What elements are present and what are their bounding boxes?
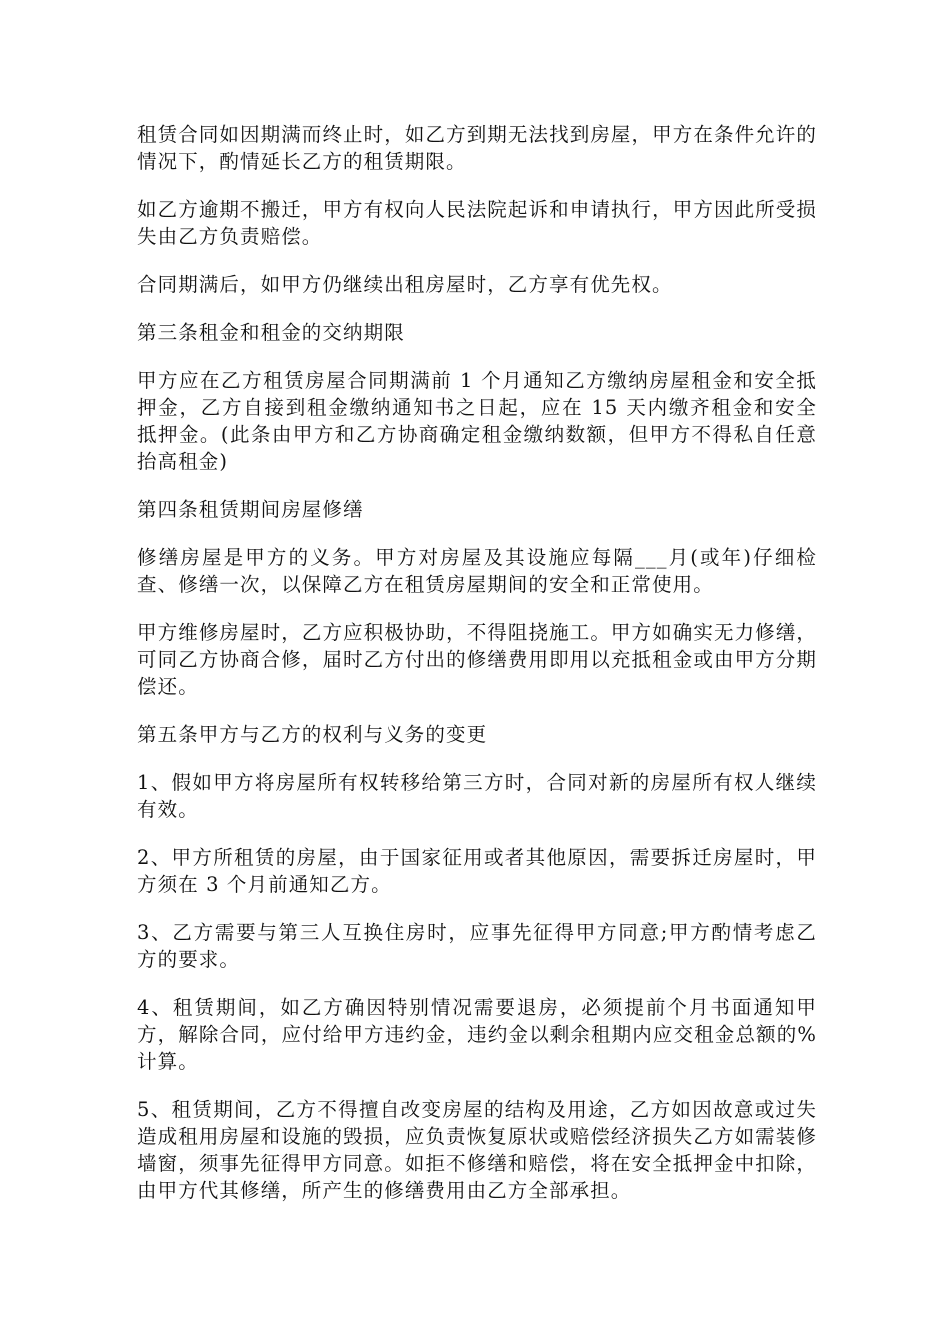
list-item-5: 5、租赁期间，乙方不得擅自改变房屋的结构及用途，乙方如因故意或过失造成租用房屋和设施的毁损，应负责恢复原状或赔偿经济损失乙方如需装修墙窗，须事先征得甲方同意。如拒不修缮和赔偿，将在安全抵押金中扣除，由甲方代其修缮，所产生的修缮费用由乙方全部承担。 xyxy=(137,1098,817,1202)
paragraph-rent-payment: 甲方应在乙方租赁房屋合同期满前 1 个月通知乙方缴纳房屋租金和安全抵押金，乙方自接到租金缴纳通知书之日起，应在 15 天内缴齐租金和安全抵押金。(此条由甲方和乙方协商确定租金缴纳数额，但甲方不得私自任意抬高租金) xyxy=(137,369,817,473)
section-heading-article-3: 第三条租金和租金的交纳期限 xyxy=(137,321,405,344)
list-item-1: 1、假如甲方将房屋所有权转移给第三方时，合同对新的房屋所有权人继续有效。 xyxy=(137,771,817,821)
paragraph-overdue-relocation: 如乙方逾期不搬迁，甲方有权向人民法院起诉和申请执行，甲方因此所受损失由乙方负责赔偿。 xyxy=(137,198,817,248)
list-item-3: 3、乙方需要与第三人互换住房时，应事先征得甲方同意;甲方酌情考虑乙方的要求。 xyxy=(137,921,817,971)
list-item-2: 2、甲方所租赁的房屋，由于国家征用或者其他原因，需要拆迁房屋时，甲方须在 3 个月前通知乙方。 xyxy=(137,846,817,896)
paragraph-lease-expiry: 租赁合同如因期满而终止时，如乙方到期无法找到房屋，甲方在条件允许的情况下，酌情延长乙方的租赁期限。 xyxy=(137,123,817,173)
paragraph-priority-right: 合同期满后，如甲方仍继续出租房屋时，乙方享有优先权。 xyxy=(137,273,673,296)
list-item-4: 4、租赁期间，如乙方确因特别情况需要退房，必须提前个月书面通知甲方，解除合同，应付给甲方违约金，违约金以剩余租期内应交租金总额的%计算。 xyxy=(137,996,817,1073)
section-heading-article-5: 第五条甲方与乙方的权利与义务的变更 xyxy=(137,723,488,746)
document-body xyxy=(137,121,817,1225)
paragraph-repair-cooperation: 甲方维修房屋时，乙方应积极协助，不得阻挠施工。甲方如确实无力修缮，可同乙方协商合修，届时乙方付出的修缮费用即用以充抵租金或由甲方分期偿还。 xyxy=(137,621,817,698)
section-heading-article-4: 第四条租赁期间房屋修缮 xyxy=(137,498,364,521)
paragraph-repair-duty: 修缮房屋是甲方的义务。甲方对房屋及其设施应每隔___月(或年)仔细检查、修缮一次，以保障乙方在租赁房屋期间的安全和正常使用。 xyxy=(137,546,817,596)
